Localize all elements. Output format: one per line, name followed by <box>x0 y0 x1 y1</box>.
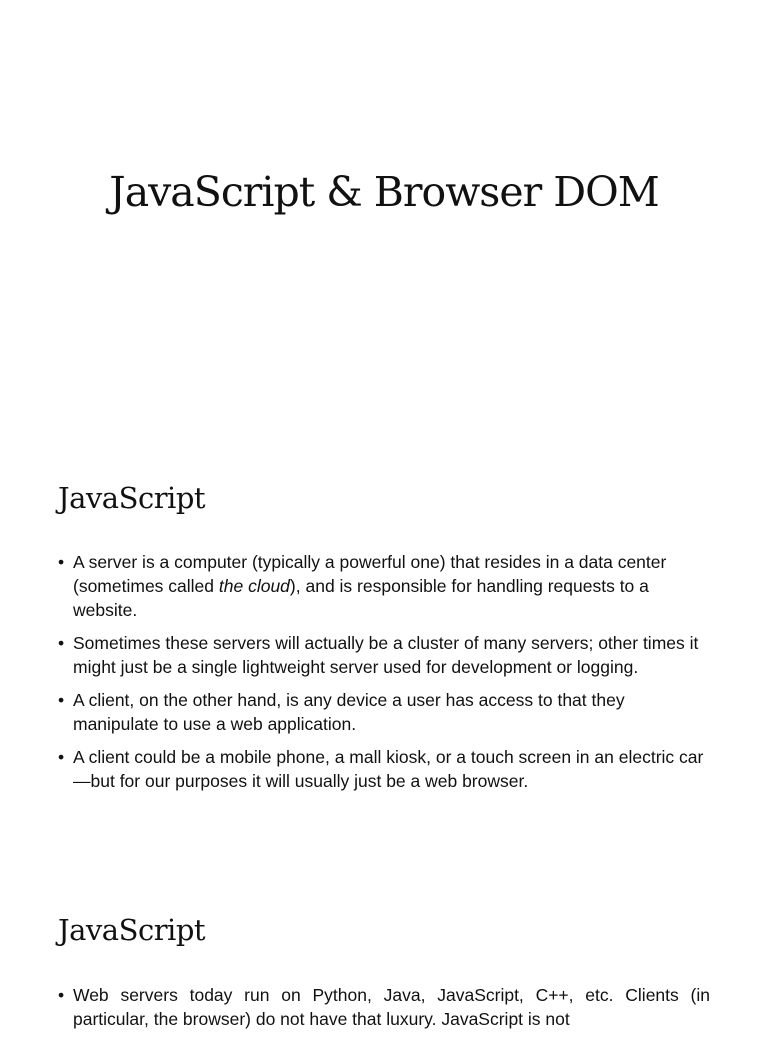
content-slide <box>0 868 768 1029</box>
slide-heading: JavaScript <box>58 913 206 947</box>
bullet-text: A server is a computer (typically a powerful one) that resides in a data center (sometimes called <box>73 552 667 596</box>
content-slide <box>0 434 768 868</box>
bullet-item: • Web servers today run on Python, Java, JavaScript, C++, etc. Clients (in particular, the browser) do not have that luxury. JavaScript is not <box>58 983 710 1031</box>
bullet-item: • A client could be a mobile phone, a mall kiosk, or a touch screen in an electric car—but for our purposes it will usually just be a web browser. <box>58 745 710 793</box>
slide-title: JavaScript & Browser DOM <box>109 168 659 216</box>
bullet-list <box>58 550 710 802</box>
bullet-item: • Sometimes these servers will actually be a cluster of many servers; other times it might just be a single lightweight server used for development or logging. <box>58 631 710 679</box>
slide-heading: JavaScript <box>58 481 206 515</box>
bullet-emphasis: the cloud <box>218 576 290 596</box>
bullet-item <box>58 550 710 622</box>
bullet-item: • A client, on the other hand, is any device a user has access to that they manipulate to use a web application. <box>58 688 710 736</box>
bullet-list <box>58 983 710 1040</box>
title-slide <box>0 0 768 434</box>
bullet-text: ), and is responsible for handling requests to a website. <box>73 576 649 620</box>
